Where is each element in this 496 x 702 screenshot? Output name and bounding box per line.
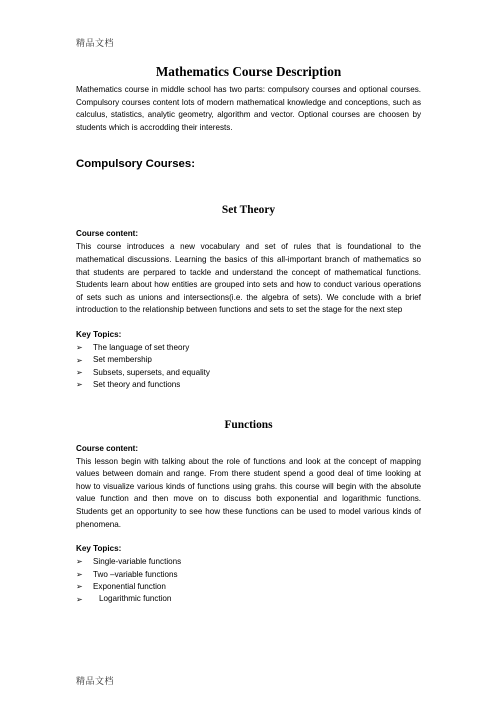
topic-text: Subsets, supersets, and equality [93, 367, 210, 377]
topic-text: Set theory and functions [93, 380, 181, 390]
arrow-bullet-icon: ➢ [76, 594, 83, 604]
list-item [76, 379, 421, 391]
arrow-bullet-icon: ➢ [76, 355, 83, 365]
topic-text: Two –variable functions [93, 569, 178, 579]
arrow-bullet-icon: ➢ [76, 367, 83, 377]
arrow-bullet-icon: ➢ [76, 380, 83, 390]
section-title: Functions [224, 418, 273, 431]
topic-text: Exponential function [93, 581, 166, 591]
arrow-bullet-icon: ➢ [76, 343, 83, 353]
document-title: Mathematics Course Description [155, 64, 342, 79]
topic-text: Set membership [93, 355, 152, 365]
arrow-bullet-icon: ➢ [76, 582, 83, 592]
course-content-text: This lesson begin with talking about the role of functions and look at the concept of mapping values between domain and range. From there student spend a good deal of time looking at how to visualize various kinds of functions using grahs. this course will begin with the absolute value function and then move on to discuss both exponential and logarithmic functions. Students get an opportunity to see how these functions can be used to model various kinds of phenomena. [76, 456, 421, 529]
intro-paragraph: Mathematics course in middle school has two parts: compulsory courses and optional courses. Compulsory courses content lots of modern mathematical knowledge and conceptions, such as calculus, statistics, analytic geometry, algorithm and vector. Optional courses are choosen by students which is accrodding their interests. [76, 85, 421, 132]
document-body [76, 64, 421, 606]
footer-watermark: 精品文档 [76, 677, 115, 687]
course-content-text: This course introduces a new vocabulary and set of rules that is foundational to the mathematical discussions. Learning the basics of this all-important branch of mathematics so that students are perpared to tackle and understand the concept of mathematical functions. Students learn about how entities are grouped into sets and how to conduct various operations of sets such as unions and intersections(i.e. the algebra of sets). We conclude with a brief introduction to the relationship between functions and sets to set the stage for the next step [76, 242, 421, 315]
key-topics-list [76, 556, 421, 606]
header-watermark: 精品文档 [76, 39, 115, 49]
course-content-label: Course content: [76, 443, 139, 453]
compulsory-courses-heading: Compulsory Courses: [76, 158, 195, 171]
list-item [76, 593, 421, 605]
topic-text: Single-variable functions [93, 557, 182, 567]
topic-text: Logarithmic function [99, 594, 172, 604]
section-set-theory [76, 203, 421, 391]
arrow-bullet-icon: ➢ [76, 557, 83, 567]
list-item [76, 556, 421, 568]
list-item [76, 569, 421, 581]
key-topics-label: Key Topics: [76, 544, 122, 554]
arrow-bullet-icon: ➢ [76, 569, 83, 579]
key-topics-list [76, 342, 421, 392]
section-functions [76, 418, 421, 606]
list-item [76, 354, 421, 366]
list-item [76, 342, 421, 354]
topic-text: The language of set theory [93, 342, 190, 352]
list-item [76, 581, 421, 593]
key-topics-label: Key Topics: [76, 329, 122, 339]
course-content-label: Course content: [76, 229, 139, 239]
list-item [76, 367, 421, 379]
section-title: Set Theory [221, 204, 276, 217]
